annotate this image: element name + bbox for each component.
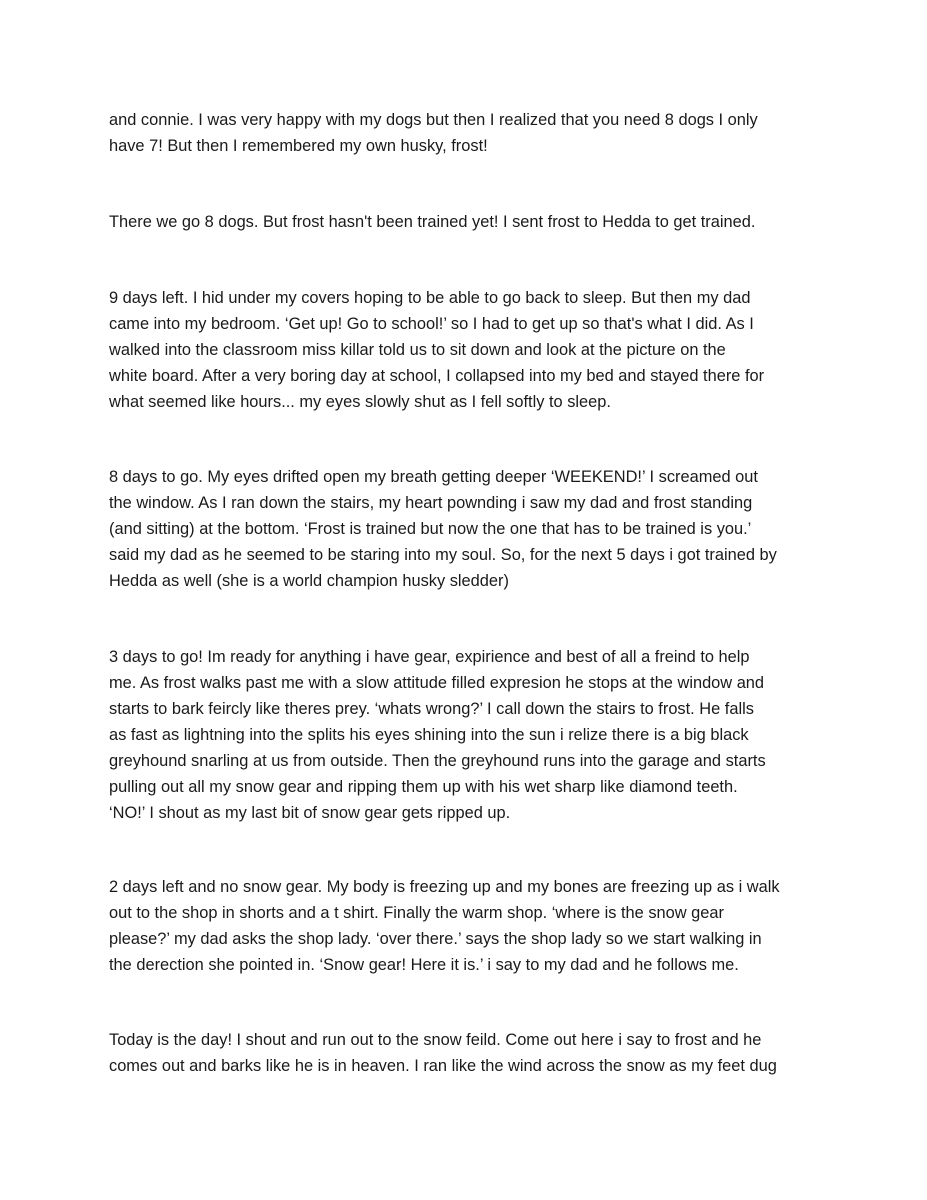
paragraph-4-line-3: (and sitting) at the bottom. ‘Frost is trained but now the one that has to be trained is you.’ [109,520,752,538]
paragraph-5-line-5: greyhound snarling at us from outside. Then the greyhound runs into the garage and starts [109,752,766,770]
paragraph-5-line-6: pulling out all my snow gear and ripping them up with his wet sharp like diamond teeth. [109,778,738,796]
paragraph-6-line-3: please?’ my dad asks the shop lady. ‘over there.’ says the shop lady so we start walking in [109,930,762,948]
paragraph-5-line-7: ‘NO!’ I shout as my last bit of snow gear gets ripped up. [109,804,511,822]
paragraph-5-line-3: starts to bark feircly like theres prey. ‘whats wrong?’ I call down the stairs to frost. He falls [109,700,754,718]
paragraph-7-line-1: Today is the day! I shout and run out to the snow feild. Come out here i say to frost and he [109,1031,762,1049]
paragraph-3-line-4: white board. After a very boring day at school, I collapsed into my bed and stayed there for [109,367,765,385]
paragraph-4-line-5: Hedda as well (she is a world champion husky sledder) [109,572,509,590]
paragraph-6-line-4: the derection she pointed in. ‘Snow gear! Here it is.’ i say to my dad and he follows me. [109,956,739,974]
paragraph-1-line-1: and connie. I was very happy with my dogs but then I realized that you need 8 dogs I only [109,111,758,129]
paragraph-6-line-2: out to the shop in shorts and a t shirt. Finally the warm shop. ‘where is the snow gear [109,904,724,922]
paragraph-6-line-1: 2 days left and no snow gear. My body is freezing up and my bones are freezing up as i walk [109,878,780,896]
paragraph-4-line-4: said my dad as he seemed to be staring into my soul. So, for the next 5 days i got trained by [109,546,777,564]
paragraph-7-line-2: comes out and barks like he is in heaven. I ran like the wind across the snow as my feet dug [109,1057,777,1075]
paragraph-5-line-4: as fast as lightning into the splits his eyes shining into the sun i relize there is a big black [109,726,749,744]
paragraph-5-line-1: 3 days to go! Im ready for anything i have gear, expirience and best of all a freind to help [109,648,750,666]
paragraph-2-line-1: There we go 8 dogs. But frost hasn't been trained yet! I sent frost to Hedda to get trained. [109,213,756,231]
paragraph-4-line-2: the window. As I ran down the stairs, my heart pownding i saw my dad and frost standing [109,494,753,512]
paragraph-3-line-3: walked into the classroom miss killar told us to sit down and look at the picture on the [109,341,726,359]
paragraph-4-line-1: 8 days to go. My eyes drifted open my breath getting deeper ‘WEEKEND!’ I screamed out [109,468,758,486]
paragraph-1-line-2: have 7! But then I remembered my own husky, frost! [109,137,488,155]
paragraph-3-line-5: what seemed like hours... my eyes slowly shut as I fell softly to sleep. [109,393,611,411]
paragraph-5-line-2: me. As frost walks past me with a slow attitude filled expresion he stops at the window and [109,674,765,692]
paragraph-3-line-2: came into my bedroom. ‘Get up! Go to school!’ so I had to get up so that's what I did. As I [109,315,754,333]
paragraph-3-line-1: 9 days left. I hid under my covers hoping to be able to go back to sleep. But then my dad [109,289,751,307]
